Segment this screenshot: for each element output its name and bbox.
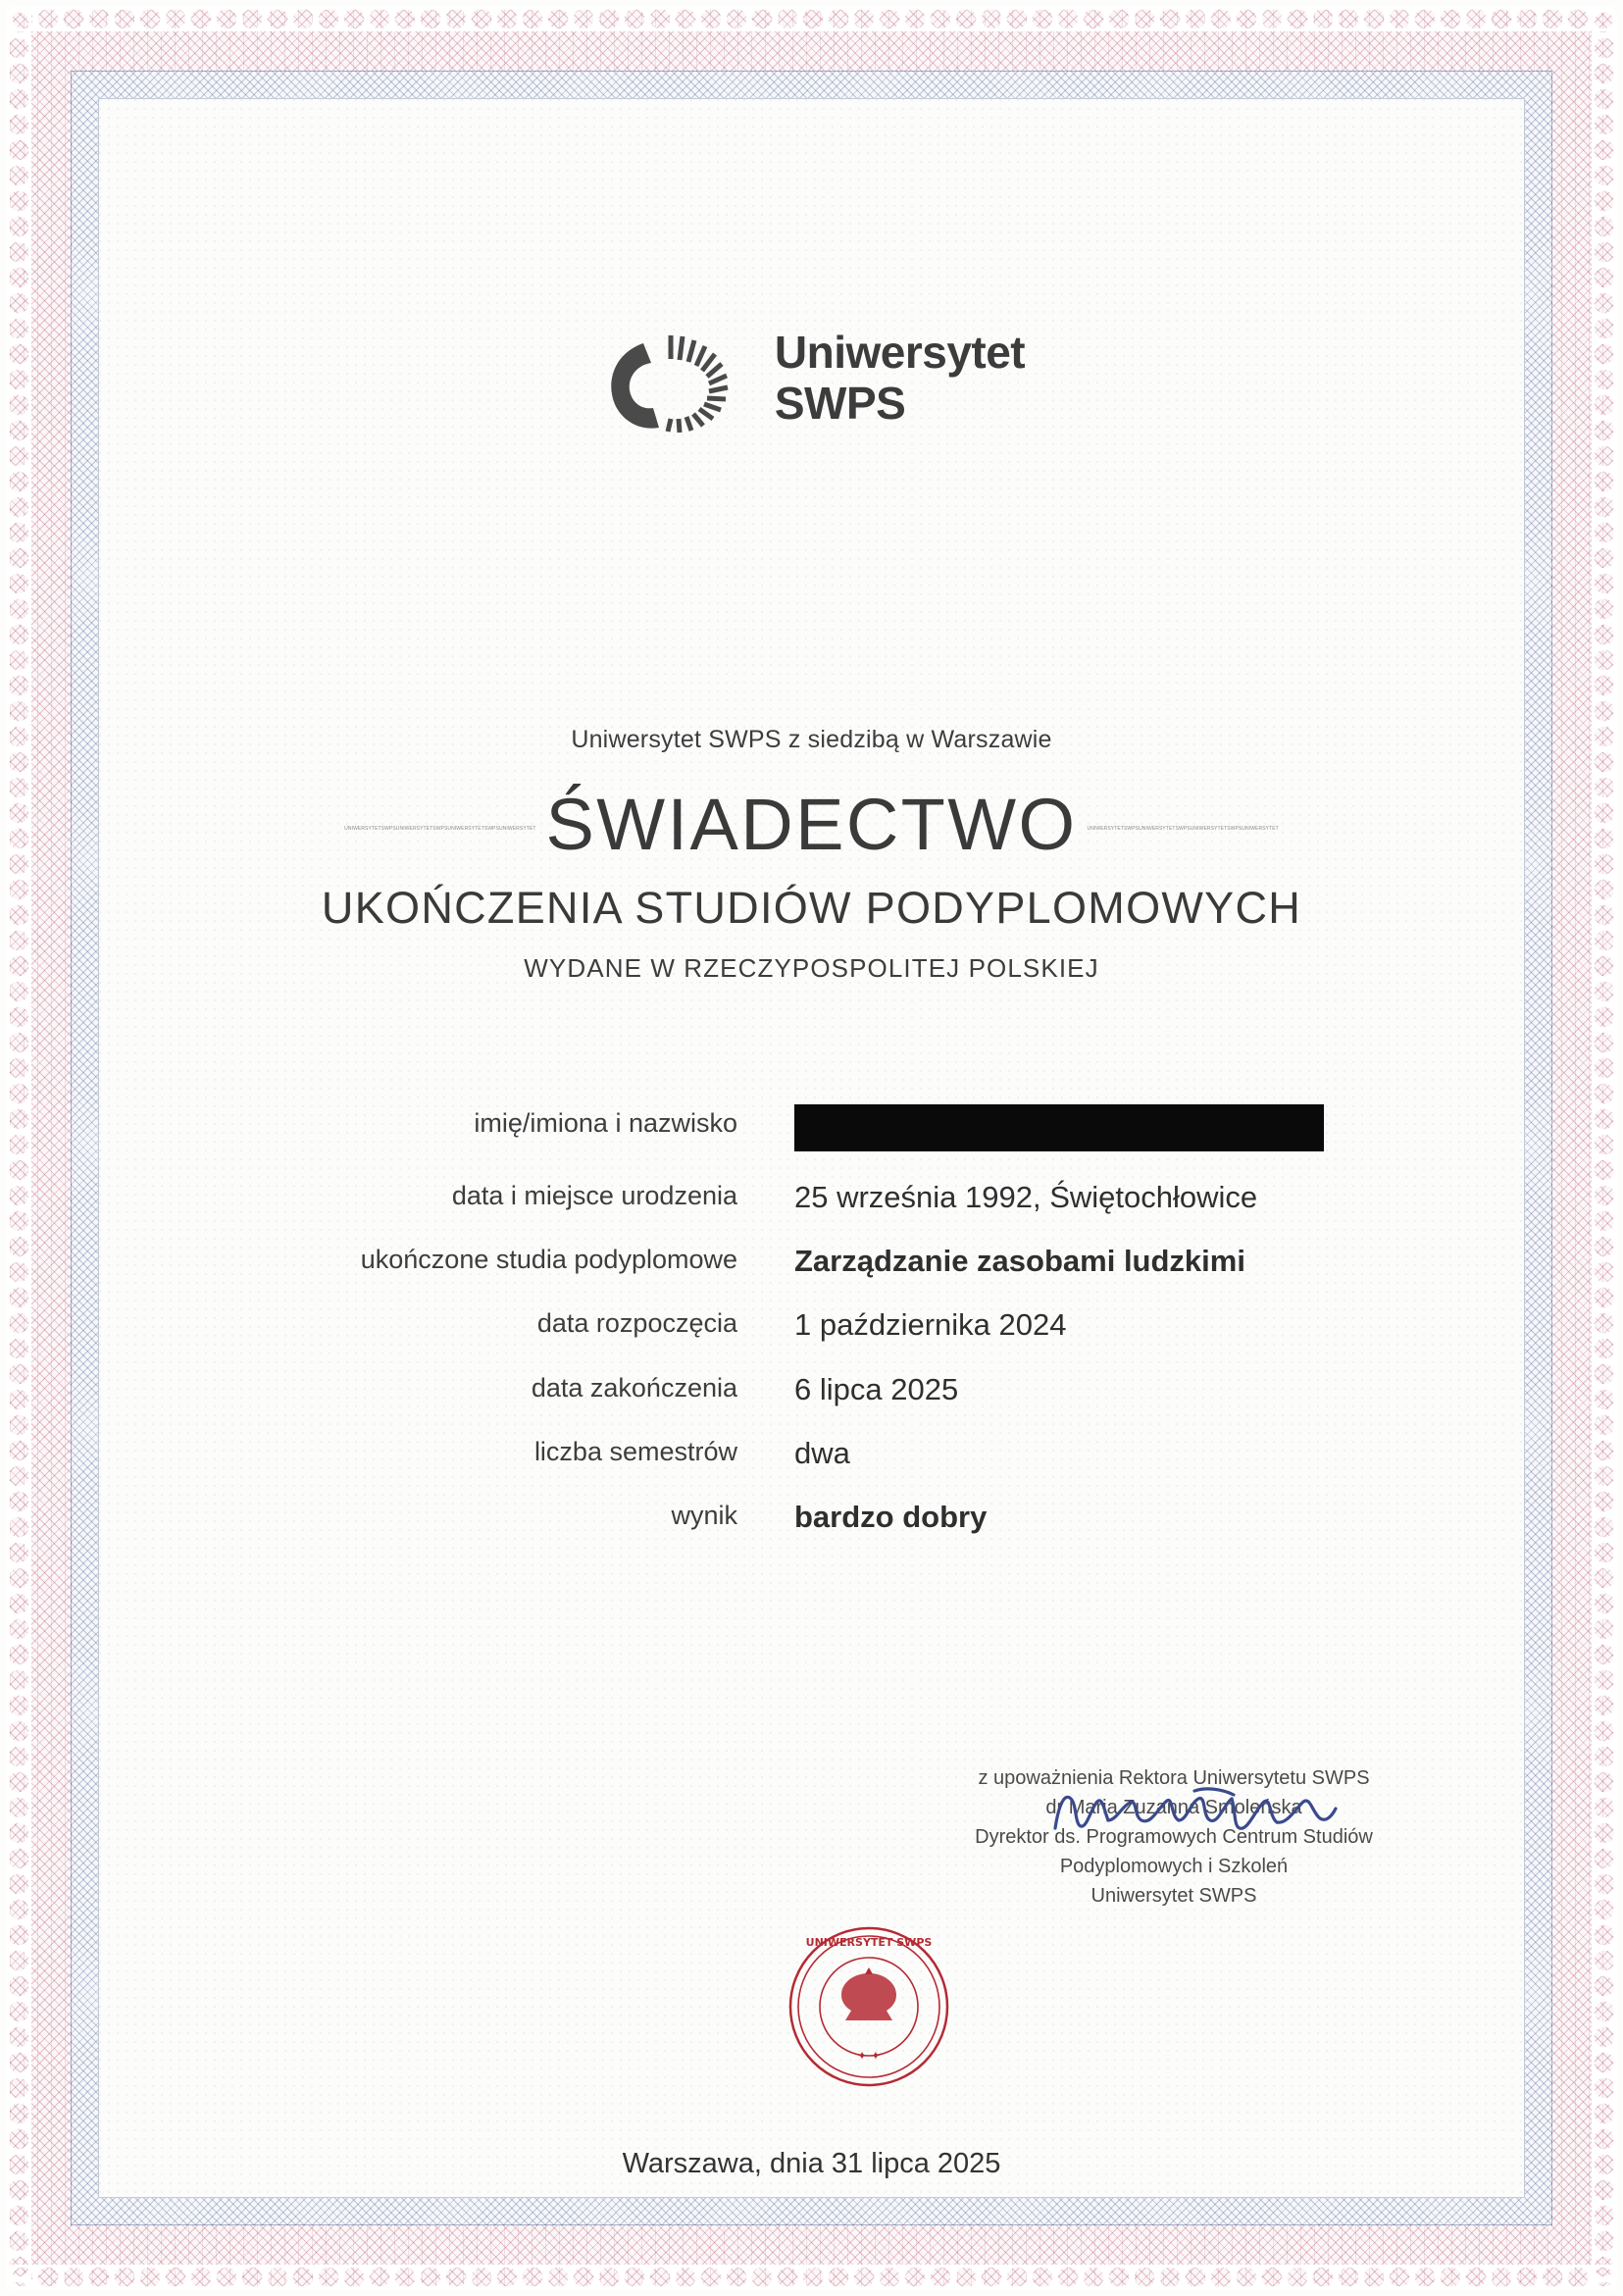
field-row: [353, 1371, 1491, 1407]
signature-role-line2: Podyplomowych i Szkoleń: [1059, 1856, 1289, 1877]
signature-role-line3: Uniwersytet SWPS: [1090, 1885, 1257, 1907]
field-value-name: [794, 1106, 1491, 1151]
field-list: [353, 1106, 1491, 1562]
field-row: [353, 1499, 1491, 1535]
signature-block: [968, 1763, 1380, 1911]
issuer-line: Uniwersytet SWPS z siedzibą w Warszawie: [571, 726, 1052, 753]
page-title: ŚWIADECTWO: [545, 784, 1078, 865]
redacted-name-bar: [794, 1104, 1324, 1151]
logo-wordmark: [775, 328, 1025, 429]
signature-role-line1: Dyrektor ds. Programowych Centrum Studiów: [975, 1826, 1373, 1848]
field-label: data rozpoczęcia: [536, 1308, 737, 1339]
field-value-result: bardzo dobry: [794, 1499, 988, 1534]
logo-wordmark-line1: Uniwersytet: [774, 327, 1026, 379]
field-label: liczba semestrów: [533, 1436, 737, 1466]
border-scallop-bottom: [10, 2265, 1613, 2290]
certificate-body: [98, 98, 1525, 2198]
svg-text:UNIWERSYTET SWPS: UNIWERSYTET SWPS: [805, 1936, 933, 1949]
microtext-rule-right: UNIWERSYTETSWPSUNIWERSYTETSWPSUNIWERSYTETSWPSUNIWERSYTET: [1087, 825, 1279, 832]
field-row: [353, 1243, 1491, 1279]
border-scallop-left: [6, 10, 31, 2286]
university-logo: [98, 316, 1525, 441]
field-row: [353, 1106, 1491, 1151]
field-row: [353, 1435, 1491, 1471]
official-seal: [785, 1922, 953, 2091]
field-row: [353, 1306, 1491, 1343]
border-scallop-top: [10, 6, 1613, 31]
border-scallop-right: [1592, 10, 1617, 2286]
field-label: ukończone studia podyplomowe: [360, 1245, 737, 1275]
field-label: data zakończenia: [531, 1372, 737, 1403]
field-row: [353, 1179, 1491, 1215]
field-value-start-date: 1 października 2024: [794, 1307, 1067, 1343]
document-subtitle-secondary: WYDANE W RZECZYPOSPOLITEJ POLSKIEJ: [524, 953, 1099, 983]
field-value-birth: 25 września 1992, Świętochłowice: [794, 1180, 1258, 1214]
field-value-programme: Zarządzanie zasobami ludzkimi: [794, 1244, 1245, 1279]
swps-sunburst-logo: [598, 316, 747, 441]
place-and-date: Warszawa, dnia 31 lipca 2025: [622, 2148, 1001, 2179]
field-value-semesters: dwa: [794, 1435, 850, 1470]
svg-text:✦ ✦: ✦ ✦: [857, 2049, 881, 2063]
microtext-rule-left: UNIWERSYTETSWPSUNIWERSYTETSWPSUNIWERSYTETSWPSUNIWERSYTET: [344, 825, 536, 832]
field-label: data i miejsce urodzenia: [451, 1181, 737, 1210]
field-value-end-date: 6 lipca 2025: [794, 1371, 959, 1406]
field-label: wynik: [671, 1500, 737, 1530]
title-row: [245, 783, 1378, 866]
field-label: imię/imiona i nazwisko: [474, 1108, 737, 1138]
logo-wordmark-line2: SWPS: [774, 378, 906, 429]
signature-name: dr Maria Zuzanna Smoleńska: [1045, 1797, 1302, 1818]
signature-authorization: z upoważnienia Rektora Uniwersytetu SWPS: [978, 1767, 1370, 1789]
document-subtitle: UKOŃCZENIA STUDIÓW PODYPLOMOWYCH: [321, 883, 1302, 933]
